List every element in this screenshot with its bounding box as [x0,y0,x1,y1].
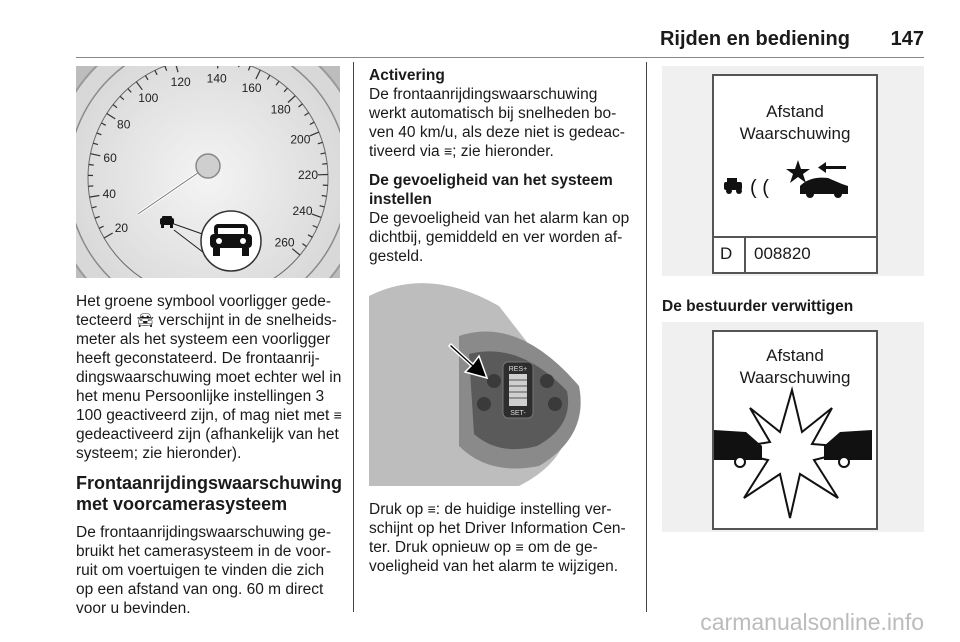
warning-illustration [724,156,866,206]
column-divider-2 [646,62,647,612]
middle-column-bottom [369,500,637,586]
speed-label: 240 [292,203,313,218]
middle-column-top [369,66,637,276]
display-code-letter: D [720,244,733,263]
watermark: carmanualsonline.info [700,609,924,635]
speed-label: 200 [290,132,311,147]
speed-label: 60 [103,150,117,165]
display-divider [714,236,876,238]
section-heading: Frontaanrijdingswaarschuwing met voorcamerasysteem [76,473,343,514]
speed-tick [322,164,327,165]
arrow-left-icon [818,162,846,173]
display-code: 008820 [754,244,811,263]
speed-tick [322,196,327,197]
set-label: SET- [510,410,526,417]
star-icon [786,160,810,183]
page-number: 147 [890,28,924,50]
speed-tick [89,165,94,166]
paragraph-druk: Druk op ≡: de huidige instelling ver-schijnt op het Driver Information Cen-ter. Druk opnieuw op ≡ om de ge-voeligheid van het alarm te wijzigen. [369,501,626,575]
speedometer-figure [76,66,340,278]
sensitivity-icon: ≡ [427,501,436,517]
car-side-icon [824,430,872,467]
sensitivity-icon: ≡ [515,539,524,555]
car-side-icon [800,178,848,198]
column-divider-1 [353,62,354,612]
display-line2: Waarschuwing [739,368,851,387]
heading-gevoeligheid: De gevoeligheid van het systeem instellen [369,172,613,208]
caption-driver-warning: De bestuurder verwittigen [662,298,854,315]
left-column [76,292,344,628]
display-panel [712,74,878,274]
page-header [0,28,960,58]
car-side-icon [714,430,762,467]
speed-label: 140 [206,71,227,86]
display-line2: Waarschuwing [739,124,851,143]
paragraph-green-symbol: Het groene symbool voorligger gede-tecteerd 🚘︎ verschijnt in de snelheids-meter als het systeem een voorligger heeft geconstateerd. De frontaanrij-dingswaarschuwing moet echter wel in het menu Persoonlijke instellingen 3 100 geactiveerd zijn, of mag niet met ≡ gedeactiveerd zijn (afhankelijk van het systeem; zie hieronder). [76,293,342,462]
car-front-icon: 🚘︎ [136,312,155,328]
sensitivity-icon: ≡ [443,143,453,159]
speed-label: 100 [138,90,159,105]
heading-activering: Activering [369,67,445,84]
svg-text:( (: ( ( [750,177,769,199]
speedometer-illustration [76,66,340,278]
header-rule [76,57,924,58]
speed-label: 120 [170,74,191,89]
paragraph-gevoeligheid: De gevoeligheid van het alarm kan op dichtbij, gemiddeld en ver worden af-gesteld. [369,210,630,265]
display-line1: Afstand [766,346,824,365]
display-line1: Afstand [766,102,824,121]
distance-warning-display-figure [662,66,924,276]
paragraph-camera-system: De frontaanrijdingswaarschuwing ge-bruikt het camerasysteem in de voor-ruit om voertuigen te vinden die zich op een afstand van ong. 60 m direct voor u bevinden. [76,524,332,617]
collision-illustration [662,322,924,532]
page-reference[interactable]: 3 100 [76,388,325,424]
speed-label: 220 [297,168,319,183]
steering-wheel-figure [369,276,633,486]
speed-label: 260 [274,235,295,250]
speed-label: 180 [270,102,291,117]
paragraph-activering: De frontaanrijdingswaarschuwing werkt automatisch bij snelheden bo-ven 40 km/u, als deze niet is gedeac-tiveerd via ≡; zie hieronder. [369,86,625,160]
res-label: RES+ [508,366,528,373]
sensitivity-icon: ≡ [333,407,342,423]
car-side-icon [724,178,742,194]
section-title: Rijden en bediening [659,28,850,50]
speed-label: 80 [117,117,131,132]
speed-label: 40 [102,186,116,201]
driver-warning-display-figure [662,322,924,532]
speed-label: 20 [114,221,129,235]
speed-label: 160 [241,81,262,95]
